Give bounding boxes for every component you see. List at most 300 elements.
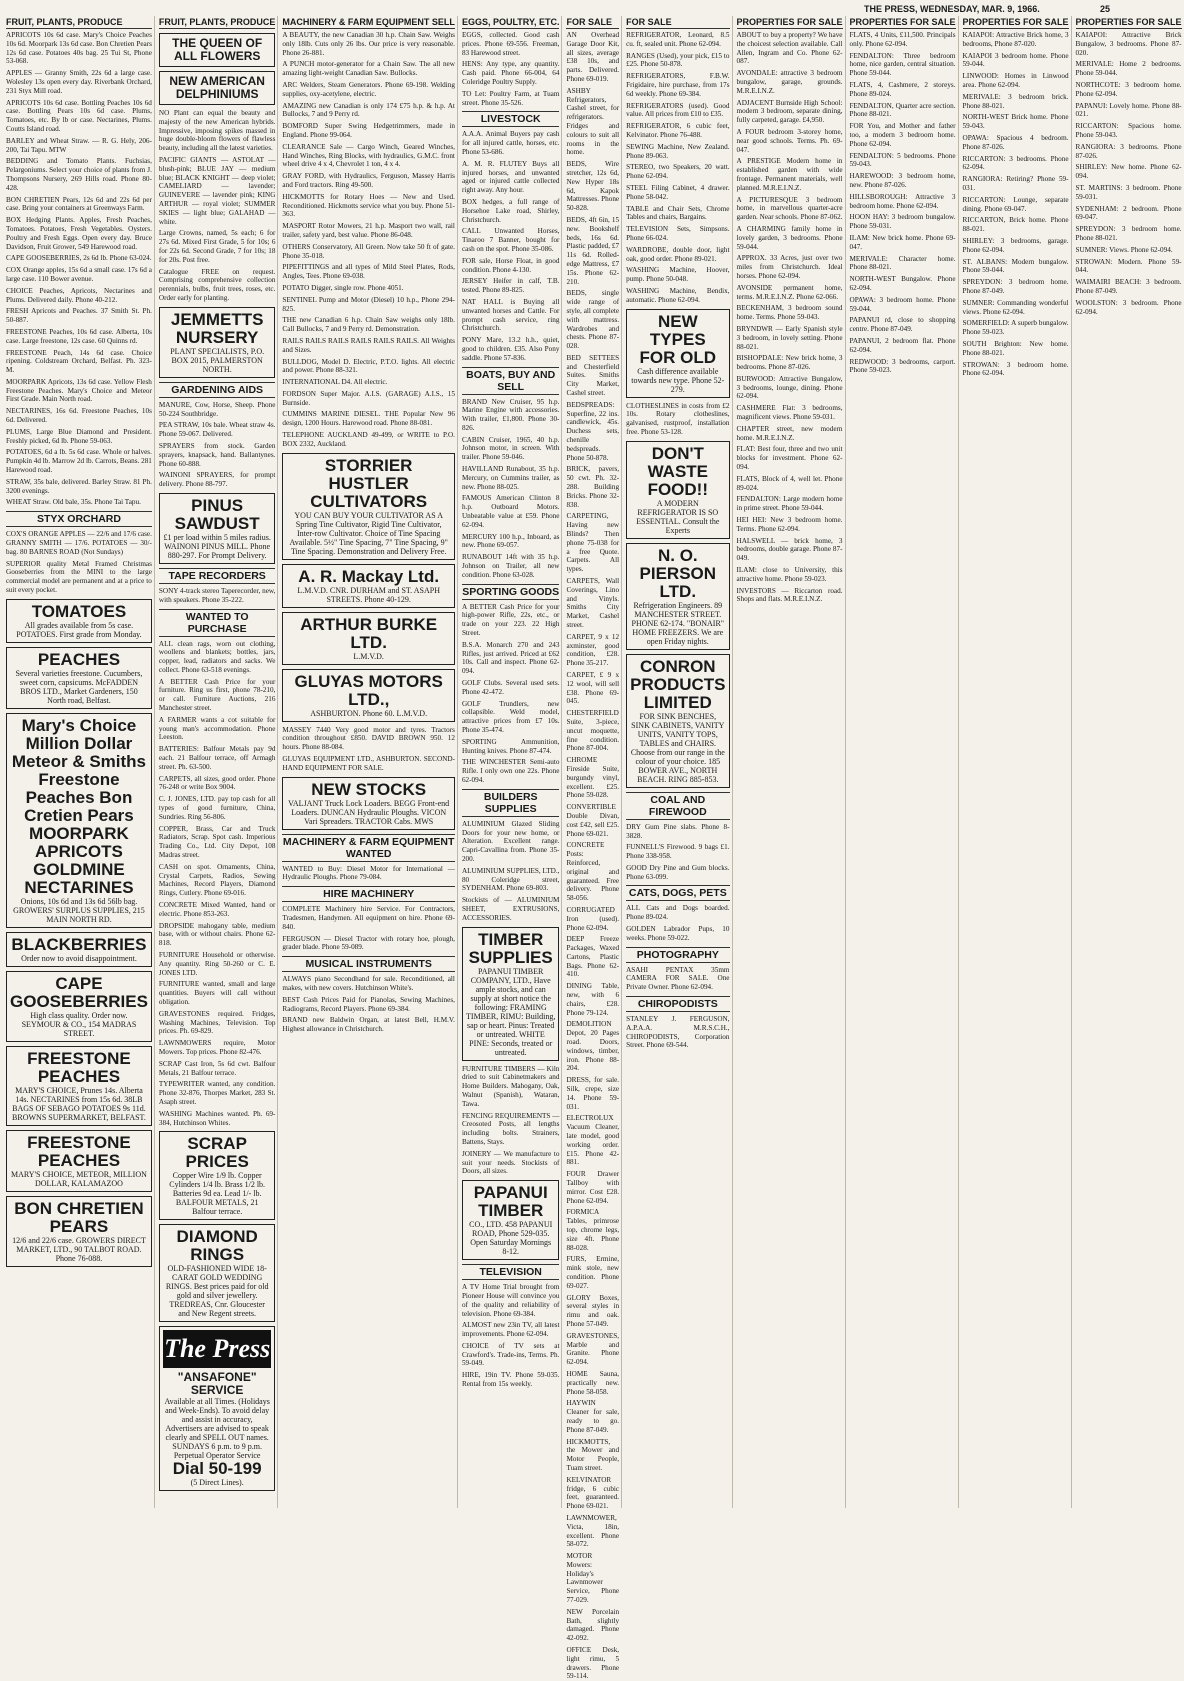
classified-ad: BEDS, 4ft 6in, 15 new. Bookshelf beds, 16s 6d. Plastic padded, £7 11s 6d. Rolled-edge Mattress, £7 15s. Phone 62-210. xyxy=(566,215,620,286)
classified-ad: NORTH-WEST Brick home. Phone 59-043. xyxy=(962,113,1069,131)
classified-ad: RICCARTON, Brick home. Phone 88-021. xyxy=(962,216,1069,234)
classified-ad: CAPE GOOSEBERRIES, 2s 6d lb. Phone 63-024. xyxy=(6,254,152,263)
classified-ad: CLOTHESLINES in costs from £2 10s. Rotary clotheslines, galvanised, rustproof, installation free. Phone 53-128. xyxy=(626,401,730,436)
classified-ad: FLAT: Best four, three and two unit blocks for investment. Phone 62-094. xyxy=(736,445,843,472)
display-ad-headline: BLACKBERRIES xyxy=(11,934,147,954)
section-heading: MUSICAL INSTRUMENTS xyxy=(282,956,455,972)
classified-ad: CONVERTIBLE Double Divan, cost £42, sell £25. Phone 69-021. xyxy=(566,803,620,838)
column-heading: EGGS, POULTRY, ETC. xyxy=(461,17,560,27)
display-ad-headline: GLUYAS MOTORS LTD., xyxy=(294,671,443,709)
classified-ad: WANTED to Buy: Diesel Motor for International — Hydraulic Ploughs. Phone 79-084. xyxy=(282,864,455,882)
classified-ad: HAREWOOD: 3 bedroom home, new. Phone 87-026. xyxy=(849,172,956,189)
classified-ad: HEI HEI: New 3 bedroom home. Terms. Phone 62-094. xyxy=(736,516,843,533)
display-ad-headline: NEW STOCKS xyxy=(311,779,427,799)
display-ad-body: PLANT SPECIALISTS, P.O. BOX 2015, PALMERSTON NORTH. xyxy=(170,346,265,374)
section-heading: PHOTOGRAPHY xyxy=(626,947,729,963)
display-ad xyxy=(159,493,276,564)
section-heading: BOATS, BUY AND SELL xyxy=(462,367,560,395)
classified-ad: FURNITURE wanted, small and large quantities. Buyers will call without obligation. xyxy=(158,980,276,1006)
classified-ad: POTATOES, 6d a lb. 5s 6d case. Whole or halves. Pumpkin 4d lb. Marrow 2d lb. Carrots, Beans. 281 Harewood road. xyxy=(6,448,152,475)
classified-ad: AMAZING new Canadian is only 174 £75 h.p. & h.p. At Bullocks, 7 and 9 Perry rd. xyxy=(282,101,455,119)
classified-ad: REDWOOD: 3 bedrooms, carport. Phone 59-023. xyxy=(849,357,956,375)
classified-ad: BRAND New Cruiser, 95 h.p. Marine Engine with accessories. With trailer, £1,800. Phone 30-826. xyxy=(461,397,560,432)
classified-ad: CHESTERFIELD Suite, 3-piece, uncut moquette, fine condition. Phone 87-004. xyxy=(566,709,620,753)
classified-ad: GOLF Clubs. Several used sets. Phone 42-472. xyxy=(461,679,560,696)
classified-ad: CLEARANCE Sale — Cargo Winch, Geared Winches, Hand Winches, Ring Blocks, with hydraulics, G.M.C. front wheel drive 4 x 4, Chevrolet 1 ton, 4 x 4. xyxy=(282,142,455,169)
display-ad-body: Refrigeration Engineers. 89 MANCHESTER STREET. PHONE 62-174. "BONAIR" HOME FREEZERS. We are open Friday nights. xyxy=(631,600,725,646)
classified-ad: EGGS, collected. Good cash prices. Phone 69-556. Freeman, 83 Harewood street. xyxy=(461,31,560,57)
display-ad xyxy=(159,71,276,105)
classified-ad: ALL Cats and Dogs boarded. Phone 89-024. xyxy=(626,904,730,922)
display-ad xyxy=(282,453,455,560)
display-ad xyxy=(462,927,560,1061)
classified-ad: BOX Hedging Plants. Apples, Fresh Peaches, Tomatoes. Potatoes, Fresh Vegetables. Oysters. Poultry and Fresh Eggs. Open every day. Bruce Davidson, Fruit Grower, 549 Harewood road. xyxy=(6,216,152,251)
classified-ad: FURS, Ermine, mink stole, new condition. Phone 69-027. xyxy=(566,1255,620,1290)
classified-ad: GLUYAS EQUIPMENT LTD., ASHBURTON. SECOND-HAND EQUIPMENT FOR SALE. xyxy=(282,755,455,772)
classified-ad: TELEVISION Sets, Simpsons. Phone 66-024. xyxy=(626,225,730,242)
classified-ad: FENCING REQUIREMENTS — Creosoted Posts, all lengths including bolts. Strainers, Battens, Stays. xyxy=(461,1111,560,1146)
classified-ad: MOTOR Mowers: Holiday's Lawnmower Service, Phone 77-029. xyxy=(566,1552,620,1605)
classified-ad: FLATS, 4, Cashmere, 2 storeys. Phone 89-024. xyxy=(849,80,956,98)
display-ad-headline: ARTHUR BURKE LTD. xyxy=(300,614,438,652)
classified-ad: ALMOST new 23in TV, all latest improvements. Phone 62-094. xyxy=(461,1321,560,1339)
section-heading: GARDENING AIDS xyxy=(159,382,276,398)
classified-ad: CASH on spot. Ornaments, China, Crystal Carpets, Radios, Sewing Machines, Record Players, Diamond Rings, Cutlery. Phone 69-016. xyxy=(158,862,276,898)
section-heading: BUILDERS SUPPLIES xyxy=(462,789,560,817)
column-heading: PROPERTIES FOR SALE xyxy=(1075,17,1182,27)
classified-ad: BECKENHAM, 3 bedroom sound home. Terms. Phone 59-043. xyxy=(736,304,843,322)
classified-ad: A BETTER Cash Price for your furniture. Ring us first, phone 78-210, or call. Furniture Auctions, 216 Manchester street. xyxy=(158,677,276,713)
classified-ad: MERIVALE: 3 bedroom brick. Phone 88-021. xyxy=(962,92,1069,110)
classified-ad: CUMMINS MARINE DIESEL. THE Popular New 96 design, 1200 Hours. Harewood road. Phone 88-081. xyxy=(282,410,455,428)
classified-ad: STROWAN: Modern. Phone 59-044. xyxy=(1075,257,1182,275)
column-heading: FRUIT, PLANTS, PRODUCE xyxy=(158,17,276,27)
classified-ad: RICCARTON: Lounge, separate dining. Phone 69-047. xyxy=(962,195,1069,213)
display-ad xyxy=(626,543,729,650)
column-heading: PROPERTIES FOR SALE xyxy=(962,17,1069,27)
classified-ad: FLATS, 4 Units, £11,500. Principals only. Phone 62-094. xyxy=(849,31,956,48)
classified-ad: CHROME Fireside Suite, burgundy vinyl, excellent. £25. Phone 59-028. xyxy=(566,756,620,800)
column-heading: FOR SALE xyxy=(566,16,619,29)
classified-ad: A. M. R. FLUTEY Buys all injured horses, and unwanted aged or injured cattle collected right away. Any hour. xyxy=(461,159,560,195)
classified-ad: CARPETS, Wall Coverings, Lino and Vinyls. Smiths City Market, Cashel street. xyxy=(566,577,620,629)
display-ad xyxy=(6,1130,152,1192)
display-ad-headline: Mary's Choice Million Dollar Meteor & Smiths Freestone Peaches Bon Cretien Pears MOORPARK APRICOTS GOLDMINE NECTARINES xyxy=(11,715,147,897)
classified-ad: HENS: Any type, any quantity. Cash paid. Phone 66-004, 64 Coleridge Poultry Supply. xyxy=(461,60,560,86)
section-heading: SPORTING GOODS xyxy=(462,585,560,598)
display-ad-headline: NEW TYPES FOR OLD xyxy=(639,311,717,367)
classified-ad: WASHING Machine, Bendix, automatic. Phone 62-094. xyxy=(626,286,730,304)
display-ad-body: MARY'S CHOICE, Prunes 14s. Alberta 14s. NECTARINES from 15s 6d. 38LB BAGS OF SEBAGO POTATOES 9s 11d. BROWNS SUPERMARKET, BELFAST. xyxy=(12,1085,146,1122)
column-heading: FRUIT, PLANTS, PRODUCE xyxy=(6,16,152,29)
classified-ad: BURWOOD: Attractive Bungalow, 3 bedrooms, lounge, dining. Phone 62-094. xyxy=(736,374,843,401)
masthead xyxy=(864,2,1110,16)
classified-ad: FREESTONE Peach, 14s 6d case. Choice ripening. Coldstream Orchard, Belfast. Ph. 323-M. xyxy=(6,348,152,375)
display-ad-body: Copper Wire 1/9 lb. Copper Cylinders 1/4 lb. Brass 1/2 lb. Batteries 9d ea. Lead 1/- lb. BALFOUR METALS, 21 Balfour terrace. xyxy=(169,1171,266,1217)
display-ad-body: Order now to avoid disappointment. xyxy=(21,953,137,963)
classified-ad: REFRIGERATOR, 6 cubic feet, Kelvinator. Phone 76-488. xyxy=(626,122,730,139)
display-ad-headline: FREESTONE PEACHES xyxy=(27,1048,131,1086)
masthead-title: THE PRESS, WEDNESDAY, MAR. 9, 1966. xyxy=(864,4,1040,14)
section-heading: MACHINERY & FARM EQUIPMENT WANTED xyxy=(282,835,455,860)
classified-ad: FUNNELL'S Firewood. 9 bags £1. Phone 338-958. xyxy=(626,843,730,861)
classified-ad: SPREYDON: 3 bedroom home. Phone 88-021. xyxy=(1075,225,1182,242)
display-ad-body: Onions, 10s 6d and 13s 6d 56lb bag. GROWERS' SURPLUS SUPPLIES, 215 MAIN NORTH RD. xyxy=(13,896,145,924)
classified-ad: STEREO, two Speakers, 20 watt. Phone 62-094. xyxy=(626,163,730,181)
classified-column xyxy=(735,16,846,1508)
classified-ad: ASHBY Refrigerators, Cashel street, for refrigerators. Fridges and colours to suit all rooms in the home. xyxy=(566,86,620,157)
column-heading: PROPERTIES FOR SALE xyxy=(736,17,843,27)
display-ad-body: 12/6 and 22/6 case. GROWERS DIRECT MARKET, LTD., 90 TALBOT ROAD. Phone 76-088. xyxy=(12,1235,146,1263)
display-ad xyxy=(6,1196,152,1267)
display-ad-headline: CAPE GOOSEBERRIES xyxy=(10,973,148,1011)
classified-ad: DEEP Freeze Packages, Waxed Cartons, Plastic Bags. Phone 62-410. xyxy=(566,935,620,979)
display-ad-body: CO., LTD. 458 PAPANUI ROAD, Phone 529-035. Open Saturday Mornings 8-12. xyxy=(469,1220,553,1257)
display-ad xyxy=(282,669,455,722)
classified-ad: INVESTORS — Riccarton road. Shops and flats. M.R.E.I.N.Z. xyxy=(736,586,843,604)
classified-ad: KAIAPOI 3 bedroom home. Phone 59-044. xyxy=(962,51,1069,69)
classified-ad: BON CHRETIEN Pears, 12s 6d and 22s 6d per case. Bring your containers at Greenways Farm. xyxy=(6,195,152,213)
classified-ad: CONCRETE Posts: Reinforced, original and guaranteed. Free delivery. Phone 58-056. xyxy=(566,841,620,903)
display-ad xyxy=(626,654,729,788)
classified-ad: ALUMINIUM SUPPLIES, LTD., 80 Coleridge street, SYDENHAM. Phone 69-803. xyxy=(461,866,560,893)
classified-ad: OPAWA: Spacious 4 bedroom. Phone 87-026. xyxy=(962,133,1069,151)
classified-ad: TO Let: Poultry Farm, at Tuam street. Phone 35-526. xyxy=(461,89,560,107)
display-ad-body: A MODERN REFRIGERATOR IS SO ESSENTIAL. Consult the Experts xyxy=(636,498,720,535)
classified-ad: CHAPTER street, new modern home. M.R.E.I.N.Z. xyxy=(736,424,843,442)
classified-ad: HILLSBOROUGH: Attractive 3 bedroom home. Phone 62-094. xyxy=(849,192,956,210)
classified-ad: REFRIGERATOR, Leonard, 8.5 cu. ft, sealed unit. Phone 62-094. xyxy=(626,31,730,48)
classified-ad: PAPANUI, 2 bedroom flat. Phone 62-094. xyxy=(849,336,956,354)
classified-ad: CHOICE of TV sets at Crawford's. Trade-ins, Terms. Ph. 59-049. xyxy=(461,1341,560,1368)
classified-ad: WASHING Machines wanted. Ph. 69-384, Hutchinson Whites. xyxy=(158,1109,276,1127)
classified-ad: HOON HAY: 3 bedroom bungalow. Phone 59-031. xyxy=(849,213,956,231)
display-ad-headline: JEMMETTS NURSERY xyxy=(170,309,264,347)
classified-ad: SOMERFIELD: A superb bungalow. Phone 59-023. xyxy=(962,319,1069,337)
classified-ad: APRICOTS 10s 6d case. Mary's Choice Peaches 10s 6d. Moorpark 13s 6d case. Bon Chretien Pears 12s 6d case. Potatoes 40s bag. 25 Tui St, Phone 53-068. xyxy=(6,31,152,66)
classified-ad: MERIVALE: Home 2 bedrooms. Phone 59-044. xyxy=(1075,60,1182,78)
classified-ad: JOINERY — We manufacture to suit your needs. Stockists of Doors, all sizes. xyxy=(461,1149,560,1176)
classified-ad: A BETTER Cash Price for your high-power Rifle, 22s, etc., or trade on your 223. 22 High Street. xyxy=(461,602,560,638)
classified-column xyxy=(961,16,1072,1508)
classified-ad: ARC Welders, Steam Generators. Phone 69-198. Welding supplies, oxy-acetylene, electric. xyxy=(282,80,455,98)
classified-ad: FORDSON Super Major. A.I.S. (GARAGE) A.I.S., 15 Burnside. xyxy=(282,389,455,407)
display-ad xyxy=(282,564,455,608)
classified-ad: COX'S ORANGE APPLES — 22/6 and 17/6 case. GRANNY SMITH — 17/6. POTATOES — 30/- bag. 80 BARNES ROAD (Not Sundays) xyxy=(6,530,152,556)
classified-ad: A PUNCH motor-generator for a Chain Saw. The all new amazing light-weight Canadian Saw. Bullocks. xyxy=(282,60,455,78)
display-ad-headline: DON'T WASTE FOOD!! xyxy=(647,443,709,499)
classified-ad: NEW Porcelain Bath, slightly damaged. Phone 42-092. xyxy=(566,1607,620,1643)
classified-ad: STROWAN: 3 bedroom home. Phone 62-094. xyxy=(962,360,1069,378)
classified-ad: SUMNER: Commanding wonderful views. Phone 62-094. xyxy=(962,298,1069,316)
classified-ad: WASHING Machine, Hoover, pump. Phone 50-048. xyxy=(626,266,730,284)
classified-ad: FRESH Apricots and Peaches. 37 Smith St. Ph. 50-887. xyxy=(6,307,152,325)
classified-ad: FERGUSON — Diesel Tractor with rotary hoe, plough, grader blade. Phone 59-089. xyxy=(282,934,455,952)
classified-ad: MERCURY 100 h.p., Inboard, as new. Phone 69-057. xyxy=(461,532,560,550)
classified-column xyxy=(848,16,959,1508)
classified-ad: BULLDOG, Model D. Electric, P.T.O. lights. All electric and power. Phone 88-321. xyxy=(282,357,455,375)
display-ad-body: VALJANT Truck Lock Loaders. BEGG Front-end Loaders. DUNCAN Hydraulic Ploughs. VICON Vari Spreaders. TRACTOR Cabs. MWS xyxy=(288,798,450,826)
display-ad-body: OLD-FASHIONED WIDE 18-CARAT GOLD WEDDING RINGS. Best prices paid for old gold and silver jewellery. TREDREAS, Cnr. Gloucester and New Regent streets. xyxy=(165,1264,269,1319)
classified-ad: KAIAPOI: Attractive Brick Bungalow, 3 bedrooms. Phone 87-020. xyxy=(1075,31,1182,57)
classified-ad: PAPANUI rd, close to shopping centre. Phone 87-049. xyxy=(849,316,956,334)
display-ad-body: High class quality. Order now. SEYMOUR & CO., 154 MADRAS STREET. xyxy=(21,1010,137,1038)
classified-ad: RANGIORA: 3 bedrooms. Phone 87-026. xyxy=(1075,142,1182,160)
display-ad-headline: CONRON PRODUCTS LIMITED xyxy=(630,656,726,712)
classified-ad: RICCARTON: 3 bedrooms. Phone 62-094. xyxy=(962,154,1069,172)
classified-ad: HIRE, 19in TV. Phone 59-035. Rental from 15s weekly. xyxy=(461,1371,560,1389)
classified-ad: FENDALTON: Three bedroom home, nice garden, central situation. Phone 59-044. xyxy=(849,51,956,78)
column-heading: MACHINERY & FARM EQUIPMENT SELL xyxy=(282,17,455,27)
classified-ad: CASHMERE Flat: 3 bedrooms, magnificent views. Phone 59-031. xyxy=(736,404,843,422)
classified-ad: BOX hedges, a full range of Horsehoe Lake road, Shirley, Christchurch. xyxy=(461,197,560,224)
classified-ad: NO Plant can equal the beauty and majesty of the new American hybrids. Impressive, imposing spikes massed in huge double-bloom flowers of flawless beauty, including all the latest varieties. xyxy=(158,109,276,153)
classified-column xyxy=(1074,16,1184,1508)
classified-ad: CARPETS, all sizes, good order. Phone 76-248 or write Box 9004. xyxy=(158,774,276,792)
ansafone-headline: "ANSAFONE" SERVICE xyxy=(177,1370,257,1398)
ansafone-note: (5 Direct Lines). xyxy=(190,1478,244,1488)
classified-ad: APPLES — Granny Smith, 22s 6d a large case. Wolesley 13s open every day. Riverbank Orchard, 231 Styx Mill road. xyxy=(6,69,152,95)
classified-ad: SUPERIOR quality Metal Framed Christmas Gooseberries from the MINI to the large commercial model are permanent and at a price to suit every pocket. xyxy=(6,559,152,595)
display-ad-headline: TOMATOES xyxy=(31,601,127,621)
classified-ad: FREESTONE Peaches, 10s 6d case. Alberta, 10s case. Large freestone, 12s case. 60 Quinns rd. xyxy=(6,327,152,345)
classified-ad: GRAY FORD, with Hydraulics, Ferguson, Massey Harris and Ford tractors. Ring 49-500. xyxy=(282,172,455,189)
display-ad xyxy=(462,1180,560,1260)
classified-ad: BARLEY and Wheat Straw. — R. G. Hely, 206-200, Tai Tapu. MTW xyxy=(6,136,152,154)
display-ad-body: Several varieties freestone. Cucumbers, sweet corn, capsicums. McFADDEN BROS LTD., Market Gardeners, 150 North road, Belfast. xyxy=(15,668,143,705)
classified-ad: KELVINATOR fridge, 6 cubic feet, guaranteed. Phone 69-021. xyxy=(566,1475,620,1511)
classified-ad: ST. ALBANS: Modern bungalow. Phone 59-044. xyxy=(962,257,1069,275)
classified-ad: WOOLSTON: 3 bedroom. Phone 62-094. xyxy=(1075,298,1182,316)
classified-ad: CARPET, 9 x 12 axminster, good condition, £28. Phone 35-217. xyxy=(566,632,620,668)
classified-ad: STANLEY J. FERGUSON, A.P.A.A. M.R.S.C.H., CHIROPODISTS, Corporation Street. Phone 69-544. xyxy=(626,1015,730,1050)
classified-ad: FENDALTON, Quarter acre section. Phone 88-021. xyxy=(849,101,956,119)
classified-ad: RANGES (Used), your pick, £15 to £25. Phone 50-878. xyxy=(626,51,730,69)
classified-ad: Catalogue FREE on request. Comprising comprehensive collection perennials, bulbs, fruit trees, roses, etc. Order early for planting. xyxy=(158,267,276,302)
classified-ad: GRAVESTONES, Marble and Granite. Phone 62-094. xyxy=(566,1331,620,1367)
classified-ad: CONCRETE Mixed Wanted, hand or electric. Phone 853-263. xyxy=(158,901,276,918)
classified-ad: C. J. JONES, LTD. pay top cash for all types of good furniture, China, Sundries. Ring 56-806. xyxy=(158,795,276,821)
classified-column xyxy=(624,16,732,1508)
classified-ad: SYDENHAM: 2 bedroom. Phone 69-047. xyxy=(1075,204,1182,222)
classified-ad: STRAW, 35s bale, delivered. Barley Straw. 81 Ph. 3200 evenings. xyxy=(6,477,152,495)
classified-ad: FENDALTON: 5 bedrooms. Phone 59-043. xyxy=(849,151,956,169)
classified-ad: ELECTROLUX Vacuum Cleaner, late model, good working order. £15. Phone 42-881. xyxy=(566,1114,620,1167)
classified-ad: KAIAPOI: Attractive Brick home, 3 bedrooms, Phone 87-020. xyxy=(962,31,1069,48)
classified-ad: LAWNMOWERS require, Motor Mowers. Top prices. Phone 82-476. xyxy=(158,1039,276,1056)
classified-column xyxy=(460,16,563,1508)
classified-ad: SCRAP Cast Iron, 5s 6d cwt. Balfour Metals, 21 Balfour terrace. xyxy=(158,1059,276,1077)
display-ad xyxy=(6,971,152,1042)
classified-ad: ASAHI PENTAX 35mm CAMERA FOR SALE. One Private Owner. Phone 62-094. xyxy=(626,965,730,992)
classified-ad: THE WINCHESTER Semi-auto Rifle. I only own one 22s. Phone 62-094. xyxy=(461,758,560,784)
classified-ad: APRICOTS 10s 6d case. Bottling Peaches 10s 6d case. Bottling Pears 10s 6d case. Plums, Tomatoes, etc. By lb or case. Nectarines, Plums. Coutts Island road. xyxy=(6,98,152,133)
classified-column xyxy=(157,16,279,1508)
classified-ad: REFRIGERATORS (used). Good value. All prices from £10 to £35. xyxy=(626,101,730,119)
classified-ad: A BEAUTY, the new Canadian 30 h.p. Chain Saw. Weighs only 18lb. Cuts only 26 lbs. Our price is very reasonable. Phone 26-881. xyxy=(282,31,455,57)
display-ad xyxy=(159,307,276,378)
display-ad xyxy=(6,599,152,643)
classified-ad: COMPLETE Machinery hire Service. For Contractors, Tradesmen, Handymen. All equipment on hire. Phone 69-840. xyxy=(282,905,455,931)
display-ad-body: ASHBURTON. Phone 60. L.M.V.D. xyxy=(310,708,428,718)
classified-ad: FOUR Drawer Tallboy with mirror. Cost £28. Phone 62-094. xyxy=(566,1170,620,1205)
classified-ad: FURNITURE Household or otherwise. Any quantity. Ring 50-260 or C. E. JONES LTD. xyxy=(158,951,276,977)
section-heading: HIRE MACHINERY xyxy=(282,886,455,902)
classified-ad: BEST Cash Prices Paid for Pianolas, Sewing Machines, Radiograms, Record Players. Phone 69-384. xyxy=(282,995,455,1013)
section-heading: COAL AND FIREWOOD xyxy=(626,792,729,820)
classified-ad: BOMFORD Super Swing Hedgetrimmers, made in England. Phone 99-064. xyxy=(282,122,455,139)
ansafone-body: Available at all Times. (Holidays and Week-Ends). To avoid delay and assist in accuracy, Advertisers are advised to speak clearly and SPELL OUT names. SUNDAYS 6 p.m. to 9 p.m. Perpetual Operator Service xyxy=(164,1397,270,1461)
classified-ad: FLATS, Block of 4, well let. Phone 89-024. xyxy=(736,474,843,492)
display-ad-body: L.M.V.D. CNR. DURHAM and ST. ASAPH STREETS. Phone 40-129. xyxy=(297,585,440,604)
classified-ad: NECTARINES, 16s 6d. Freestone Peaches, 10s 6d. Delivered. xyxy=(6,407,152,425)
classified-ad: BEDDING and Tomato Plants. Fuchsias, Pelargoniums. Select your choice of plants from J. Thompsons Nursery, 269 Hills road. Phone 80-428. xyxy=(6,157,152,192)
column-heading: PROPERTIES FOR SALE xyxy=(849,17,956,27)
display-ad xyxy=(159,33,276,67)
classified-ad: OFFICE Desk, light rimu, 5 drawers. Phone 59-114. xyxy=(566,1646,620,1681)
classified-ad: DINING Table, new, with 6 chairs, £28. Phone 79-124. xyxy=(566,982,620,1017)
section-heading: LIVESTOCK xyxy=(462,111,560,127)
classified-ad: PAPANUI: Lovely home. Phone 88-021. xyxy=(1075,101,1182,119)
classified-ad: A TV Home Trial brought from Pioneer House will convince you of the quality and reliability of television. Phone 69-384. xyxy=(461,1283,560,1318)
classified-ad: HAVILLAND Runabout, 35 h.p. Mercury, on Cummins trailer, as new. Phone 88-025. xyxy=(461,465,560,491)
classified-ad: FOR You, and Mother and father too, a modern 3 bedroom home. Phone 62-094. xyxy=(849,122,956,148)
classified-columns xyxy=(4,16,1182,1681)
section-heading: STYX ORCHARD xyxy=(6,511,152,527)
classified-ad: OPAWA: 3 bedroom home. Phone 59-044. xyxy=(849,295,956,313)
display-ad-body: MARY'S CHOICE, METEOR, MILLION DOLLAR, KALAMAZOO xyxy=(11,1169,147,1188)
classified-ad: ST. MARTINS: 3 bedroom. Phone 59-031. xyxy=(1075,183,1182,201)
display-ad xyxy=(6,1046,152,1126)
display-ad-headline: STORRIER HUSTLER CULTIVATORS xyxy=(310,455,428,511)
classified-ad: COPPER, Brass, Car and Truck Radiators, Scrap. Spot cash. Imperious Trading Co., Ltd. City Depot, 108 Madras street. xyxy=(158,824,276,860)
classified-ad: A.A.A. Animal Buyers pay cash for all injured cattle, horses, etc. Phone 53-686. xyxy=(461,130,560,156)
classified-ad: Large Crowns, named, 5s each; 6 for 27s 6d. Mixed First Grade, 5 for 10s; 6 for 22s 6d. Second Grade, 7 for 10s; 18 for 20s. Post free. xyxy=(158,229,276,264)
classified-ad: SPORTING Ammunition, Hunting knives. Phone 87-474. xyxy=(461,737,560,755)
classified-ad: NAT HALL is Buying all unwanted horses and Cattle. For prompt cash service, ring Christchurch. xyxy=(461,297,560,333)
classified-ad: ILAM: New brick home. Phone 69-047. xyxy=(849,233,956,251)
classified-ad: TELEPHONE AUCKLAND 49-499, or WRITE to P.O. BOX 2332, Auckland. xyxy=(282,431,455,448)
classified-ad: TABLE and Chair Sets, Chrome Tables and chairs, Bargains. xyxy=(626,204,730,222)
classified-ad: BRYNDWR — Early Spanish style 3 bedroom, in lovely setting. Phone 88-021. xyxy=(736,324,843,351)
display-ad xyxy=(6,932,152,967)
classified-ad: GRAVESTONES required. Fridges, Washing Machines, Television. Top prices. Ph. 69-829. xyxy=(158,1009,276,1036)
section-heading: CATS, DOGS, PETS xyxy=(626,885,729,901)
classified-ad: GOOD Dry Pine and Gum blocks. Phone 63-099. xyxy=(626,863,730,881)
display-ad-body: YOU CAN BUY YOUR CULTIVATOR AS A Spring Tine Cultivator, Rigid Tine Cultivator, Inter-row Cultivator. Choice of Tine Spacing Available. 5½" Tine Spacing, 7" Tine Spacing, 9" Tine Spacing. Demonstration and Delivery Free. xyxy=(289,510,448,556)
classified-ad: WHEAT Straw. Old bale, 35s. Phone Tai Tapu. xyxy=(6,498,141,507)
classified-ad: CARPET, £ 9 x 12 wool, will sell £38. Phone 69-045. xyxy=(566,670,620,706)
classified-ad: FAMOUS American Clinton 8 h.p. Outboard Motors. Unbeatable value at £59. Phone 62-094. xyxy=(461,494,560,529)
classified-ad: Stockists of — ALUMINIUM SHEET, EXTRUSIONS, ACCESSORIES. xyxy=(461,896,560,922)
classified-ad: SHIRLEY: New home. Phone 62-094. xyxy=(1075,163,1182,181)
classified-ad: FOR sale, Horse Float, in good condition. Phone 4-130. xyxy=(461,256,560,274)
classified-ad: BATTERIES: Balfour Metals pay 9d each. 21 Balfour terrace, off Armagh street. Ph. 63-500. xyxy=(158,745,276,771)
classified-ad: HOME Sauna, practically new. Phone 58-058. xyxy=(566,1369,620,1396)
classified-ad: LINWOOD: Homes in Linwood area. Phone 62-094. xyxy=(962,72,1069,89)
classified-ad: WAINONI SPRAYERS, for prompt delivery. Phone 88-797. xyxy=(158,471,276,489)
classified-ad: JERSEY Heifer in calf, T.B. tested. Phone 89-825. xyxy=(461,277,560,295)
classified-column xyxy=(4,16,155,1508)
classified-ad: HAYWIN Cleaner for sale, ready to go. Phone 87-049. xyxy=(566,1399,620,1434)
ansafone-ad xyxy=(159,1326,276,1491)
classified-ad: HICKMOTTS for Rotary Hoes — New and Used. Reconditioned. Hickmotts service what you buy. Phone 51-363. xyxy=(282,192,455,219)
classified-ad: CORRUGATED Iron (used). Phone 62-094. xyxy=(566,905,620,932)
classified-ad: ALWAYS piano Secondhand for sale. Reconditioned, all makes, with new covers. Hutchinson White's. xyxy=(282,975,455,993)
ansafone-phone: Dial 50-199 xyxy=(172,1459,262,1479)
display-ad-body: L.M.V.D. xyxy=(353,651,384,661)
classified-ad: MASPORT Rotor Mowers, 21 h.p. Masport two wall, rail trailer, safety yard, best value. Phone 86-048. xyxy=(282,222,455,239)
display-ad xyxy=(6,713,152,928)
display-ad-headline: TIMBER SUPPLIES xyxy=(468,929,553,967)
classified-ad: PIPEFITTINGS and all types of Mild Steel Plates, Rods, Angles, Tees. Phone 69-038. xyxy=(282,263,455,281)
classified-ad: NORTHCOTE: 3 bedroom home. Phone 62-094. xyxy=(1075,80,1182,98)
classified-ad: PEA STRAW, 10s bale. Wheat straw 4s. Phone 59-067. Delivered. xyxy=(158,421,276,439)
classified-ad: HALSWELL — brick home, 3 bedrooms, double garage. Phone 87-049. xyxy=(736,536,843,563)
section-heading: CHIROPODISTS xyxy=(626,996,729,1012)
section-heading: TAPE RECORDERS xyxy=(159,568,276,584)
classified-ad: RUNABOUT 14ft with 35 h.p. Johnson on Trailer, all new condition. Phone 63-028. xyxy=(461,553,560,579)
classified-ad: MASSEY 7440 Very good motor and tyres. Tractors condition throughout £850. DAVID BROWN 950. 12 hours. Phone 88-084. xyxy=(282,725,455,752)
classified-ad: AVONSIDE permanent home, terms. M.R.E.I.N.Z. Phone 62-066. xyxy=(736,283,843,301)
classified-ad: SENTINEL Pump and Motor (Diesel) 10 h.p., Phone 294-825. xyxy=(282,295,455,313)
classified-ad: SPRAYERS from stock. Garden sprayers, knapsack, hand. Ballantynes. Phone 60-888. xyxy=(158,441,276,468)
classified-ad: FENDALTON: Large modern home in prime street. Phone 59-044. xyxy=(736,495,843,513)
display-ad xyxy=(282,612,455,665)
classified-ad: TYPEWRITER wanted, any condition. Phone 32-876, Thorpes Market, 283 St. Asaph street. xyxy=(158,1080,276,1106)
classified-ad: A CHARMING family home in lovely garden, 3 bedrooms. Phone 59-044. xyxy=(736,224,843,251)
section-heading: WANTED TO PURCHASE xyxy=(159,609,276,637)
display-ad xyxy=(626,441,729,539)
classified-ad: ALL clean rags, worn out clothing, woollens and blankets; bottles, jars, copper, lead, radiators and sacks. We collect. Phone 63-518 evenings. xyxy=(158,639,276,674)
classified-ad: B.S.A. Monarch 270 and 243 Rifles, just arrived. Priced at £62 10s. Call and inspect. Phone 62-094. xyxy=(461,640,560,676)
newspaper-logo: The Press xyxy=(163,1330,272,1368)
display-ad xyxy=(6,647,152,709)
classified-ad: CABIN Cruiser, 1965, 40 h.p. Johnson motor, in screen. With trailer. Phone 59-046. xyxy=(461,435,560,462)
classified-ad: CARPETING, Having new Blinds? Then phone 75-038 for a free Quote. Carpets. All types. xyxy=(566,512,620,574)
classified-ad: NORTH-WEST Bungalow. Phone 62-094. xyxy=(849,275,956,292)
classified-ad: BED SETTEES and Chesterfield Suites. Smiths City Market, Cashel street. xyxy=(566,353,620,398)
classified-ad: FURNITURE TIMBERS — Kiln dried to suit Cabinetmakers and Home Builders. Mahogany, Oak, Walnut (Spanish), Wataran, Tawa. xyxy=(461,1064,560,1108)
display-ad xyxy=(159,1224,276,1322)
display-ad xyxy=(626,309,729,398)
classified-ad: CHOICE Peaches, Apricots, Nectarines and Plums. Delivered daily. Phone 40-212. xyxy=(6,286,152,304)
display-ad-headline: PAPANUI TIMBER xyxy=(473,1183,548,1221)
classified-ad: AVONDALE: attractive 3 bedroom bungalow, garage, grounds. M.R.E.I.N.Z. xyxy=(736,69,843,95)
classified-ad: PLUMS, Large Blue Diamond and President. Freshly picked, 6d lb. Phone 59-063. xyxy=(6,427,152,445)
classified-ad: ADJACENT Burnside High School: modern 3 bedroom, separate dining, fully carpeted, garage. £4,950. xyxy=(736,98,843,125)
classified-ad: BISHOPDALE: New brick home, 3 bedrooms. Phone 87-026. xyxy=(736,354,843,372)
display-ad-headline: FREESTONE PEACHES xyxy=(27,1132,131,1170)
classified-ad: GOLF Trundlers, new collapsible. Weld model, attractive prices from £7 10s. Phone 35-474. xyxy=(461,699,560,734)
classified-ad: FORMICA Tables, primrose top, chrome legs, size 4ft. Phone 88-028. xyxy=(566,1208,620,1252)
display-ad-headline: A. R. Mackay Ltd. xyxy=(298,566,440,586)
classified-ad: APPROX. 33 Acres, just over two miles from Christchurch. Ideal horses. Phone 62-094. xyxy=(736,254,843,280)
classified-ad: A PICTURESQUE 3 bedroom home, in marvellous quarter-acre garden. Near schools. Phone 87-062. xyxy=(736,195,843,222)
classified-ad: CALL Unwanted Horses, Tinaroo 7 Banner, bought for cash on the spot. Phone 35-086. xyxy=(461,227,560,253)
classified-ad: SPREYDON: 3 bedroom home. Phone 87-049. xyxy=(962,278,1069,295)
display-ad-headline: SCRAP PRICES xyxy=(185,1134,249,1172)
classified-ad: OTHERS Conservatory, All Green. Now take 50 ft of gate. Phone 35-018. xyxy=(282,242,455,260)
classified-column xyxy=(564,16,622,1681)
display-ad-headline: PEACHES xyxy=(37,649,121,669)
display-ad-headline: NEW AMERICAN DELPHINIUMS xyxy=(169,74,265,101)
display-ad xyxy=(159,1131,276,1220)
classified-ad: PACIFIC GIANTS — ASTOLAT — blush-pink; BLUE JAY — medium blue; BLACK KNIGHT — deep violet; CAMELIARD — lavender; GUINEVERE — lavender pink; KING ARTHUR — royal violet; SUMMER SKIES — light blue; GALAHAD — white. xyxy=(158,155,276,226)
classified-ad: PONY Mare, 13.2 h.h., quiet, good to children. £35. Also Pony saddle. Phone 57-836. xyxy=(461,336,560,362)
display-ad-body: PAPANUI TIMBER COMPANY, LTD., Have ample stocks, and can supply at short notice the following: FRAMING TIMBER, RIMU: Building, sap or heart. Pinus: Treated or untreated. WHITE PINE: Seconds, treated or untreated. xyxy=(466,966,556,1057)
classified-ad: THE new Canadian 6 h.p. Chain Saw weighs only 18lb. Call Bullocks, 7 and 9 Perry rd. Demonstration. xyxy=(282,316,455,334)
